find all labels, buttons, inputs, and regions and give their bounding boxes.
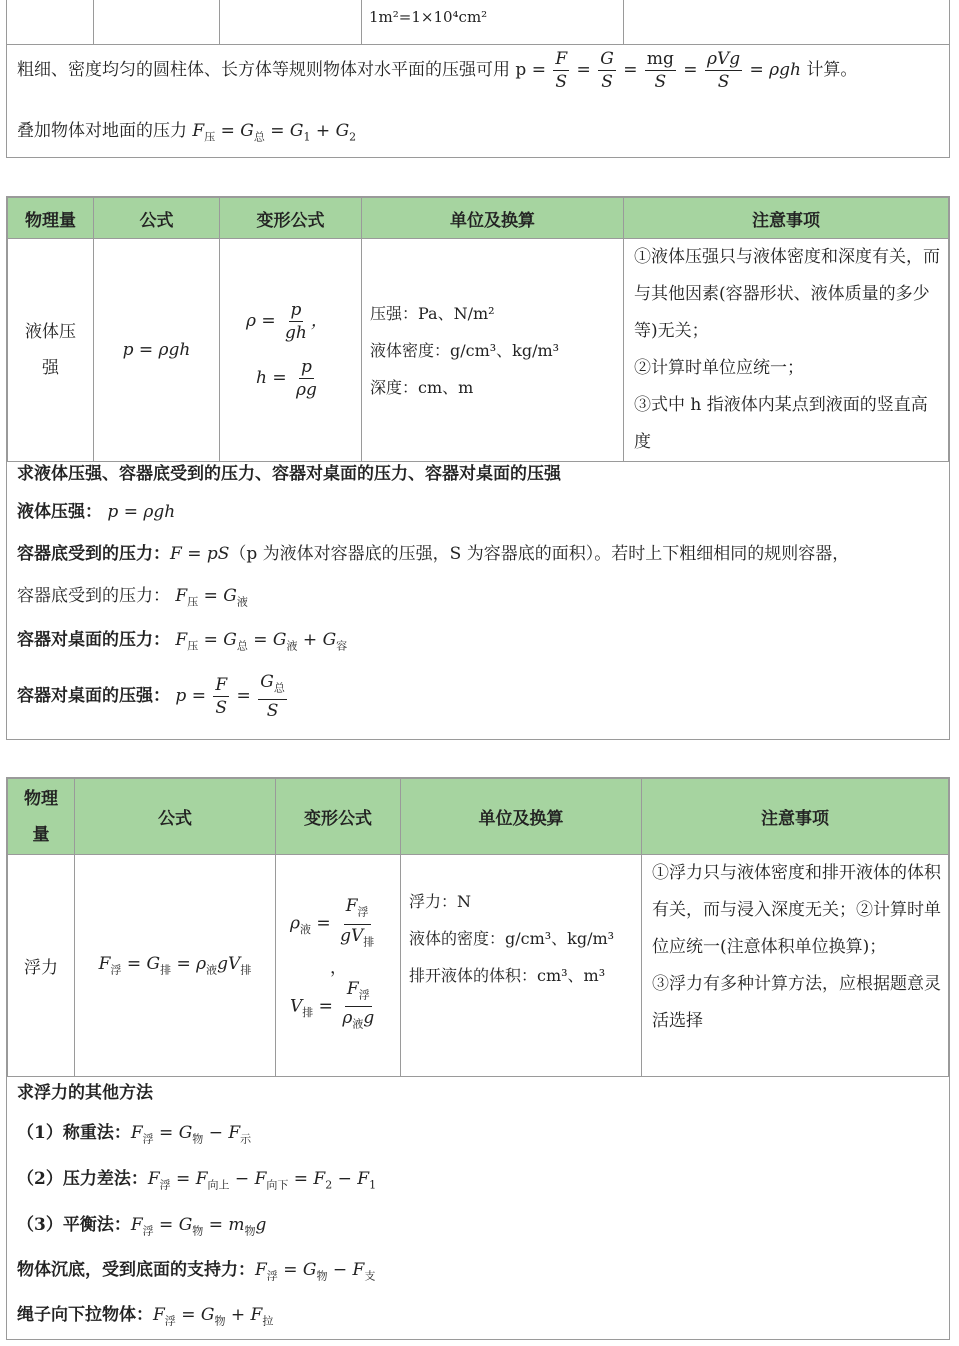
formula-cell: p = ρgh <box>94 239 220 462</box>
top-row-cells <box>7 0 949 45</box>
liquid-line-5: 容器对桌面的压强： p = $\frac{F}{S}$ = $\frac{G_总}{S}$ <box>17 672 285 722</box>
liquid-line-4: 容器对桌面的压力： $F_压 = G_总 = G_液 + G_容$ <box>17 630 348 653</box>
liquid-line-1: 液体压强： p = ρgh <box>17 502 176 522</box>
stacked-force-line: 叠加物体对地面的压力 $F_压 = G_总 = G_1 + G_2$ <box>17 121 357 144</box>
method-3: （3）平衡法：$F_浮 = G_物 = m_物g$ <box>17 1215 267 1238</box>
units-cell: 压强：Pa、N/m² 液体密度：g/cm³、kg/m³ 深度：cm、m <box>362 239 624 462</box>
header-formula: 公式 <box>94 198 220 239</box>
header-notes: 注意事项 <box>642 779 949 855</box>
header-formula: 公式 <box>75 779 276 855</box>
unit-conversion-text: 1m²=1×10⁴cm² <box>369 8 488 26</box>
method-2: （2）压力差法：$F_浮 = F_{向上} - F_{向下} = F_2 - F_1$ <box>17 1169 377 1192</box>
method-5: 绳子向下拉物体：$F_浮 = G_物 + F_拉$ <box>17 1305 274 1328</box>
header-units: 单位及换算 <box>401 779 642 855</box>
liquid-line-2: 容器底受到的压力：F = pS（p 为液体对容器底的压强，S 为容器底的面积）。若时上下粗细相同的规则容器， <box>17 544 850 564</box>
header-quantity: 物理量 <box>8 198 94 239</box>
buoyancy-title: 求浮力的其他方法 <box>17 1083 153 1103</box>
section-buoyancy <box>6 777 950 1340</box>
liquid-pressure-table <box>7 197 949 462</box>
method-4: 物体沉底，受到底面的支持力：$F_浮 = G_物 - F_支$ <box>17 1260 376 1283</box>
formula-cell: $F_浮 = G_排 = \rho_液gV_排$ <box>75 855 276 1077</box>
units-cell: 浮力：N 液体的密度：g/cm³、kg/m³ 排开液体的体积：cm³、m³ <box>401 855 642 1077</box>
regular-solid-formula-line: 粗细、密度均匀的圆柱体、长方体等规则物体对水平面的压强可用 p = $\frac{F}{S}$ = $\frac{G}{S}$ = $\frac{mg}{S}$ = $\frac{\text{ρVg}}{S}$ = ρgh 计算。 <box>17 49 858 92</box>
method-1: （1）称重法：$F_浮 = G_物 - F_示$ <box>17 1123 252 1146</box>
buoyancy-table <box>7 778 949 1077</box>
notes-cell: ①浮力只与液体密度和排开液体的体积有关，而与浸入深度无关；②计算时单位应统一(注意体积单位换算)； ③浮力有多种计算方法，应根据题意灵活选择 <box>642 855 949 1077</box>
header-notes: 注意事项 <box>624 198 949 239</box>
variant-cell: ρ = $\frac{p}{gh}$ ， h = $\frac{p}{\rho g}$ <box>220 239 362 462</box>
liquid-title: 求液体压强、容器底受到的压力、容器对桌面的压力、容器对桌面的压强 <box>17 464 561 484</box>
section-solid-pressure <box>6 0 950 158</box>
header-variant: 变形公式 <box>276 779 401 855</box>
header-quantity: 物理量 <box>8 779 75 855</box>
liquid-line-3: 容器底受到的压力： $F_压 = G_液$ <box>17 586 248 609</box>
notes-cell: ①液体压强只与液体密度和深度有关，而与其他因素(容器形状、液体质量的多少等)无关； ②计算时单位应统一； ③式中 h 指液体内某点到液面的竖直高度 <box>624 239 949 462</box>
quantity-cell: 液体压强 <box>8 239 94 462</box>
quantity-cell: 浮力 <box>8 855 75 1077</box>
header-units: 单位及换算 <box>362 198 624 239</box>
section-liquid-pressure <box>6 196 950 740</box>
header-variant: 变形公式 <box>220 198 362 239</box>
variant-cell: $\rho_液$ = $\frac{F_浮}{gV_排}$ ， $V_排$ = $\frac{F_浮}{\rho_液g}$ <box>276 855 401 1077</box>
